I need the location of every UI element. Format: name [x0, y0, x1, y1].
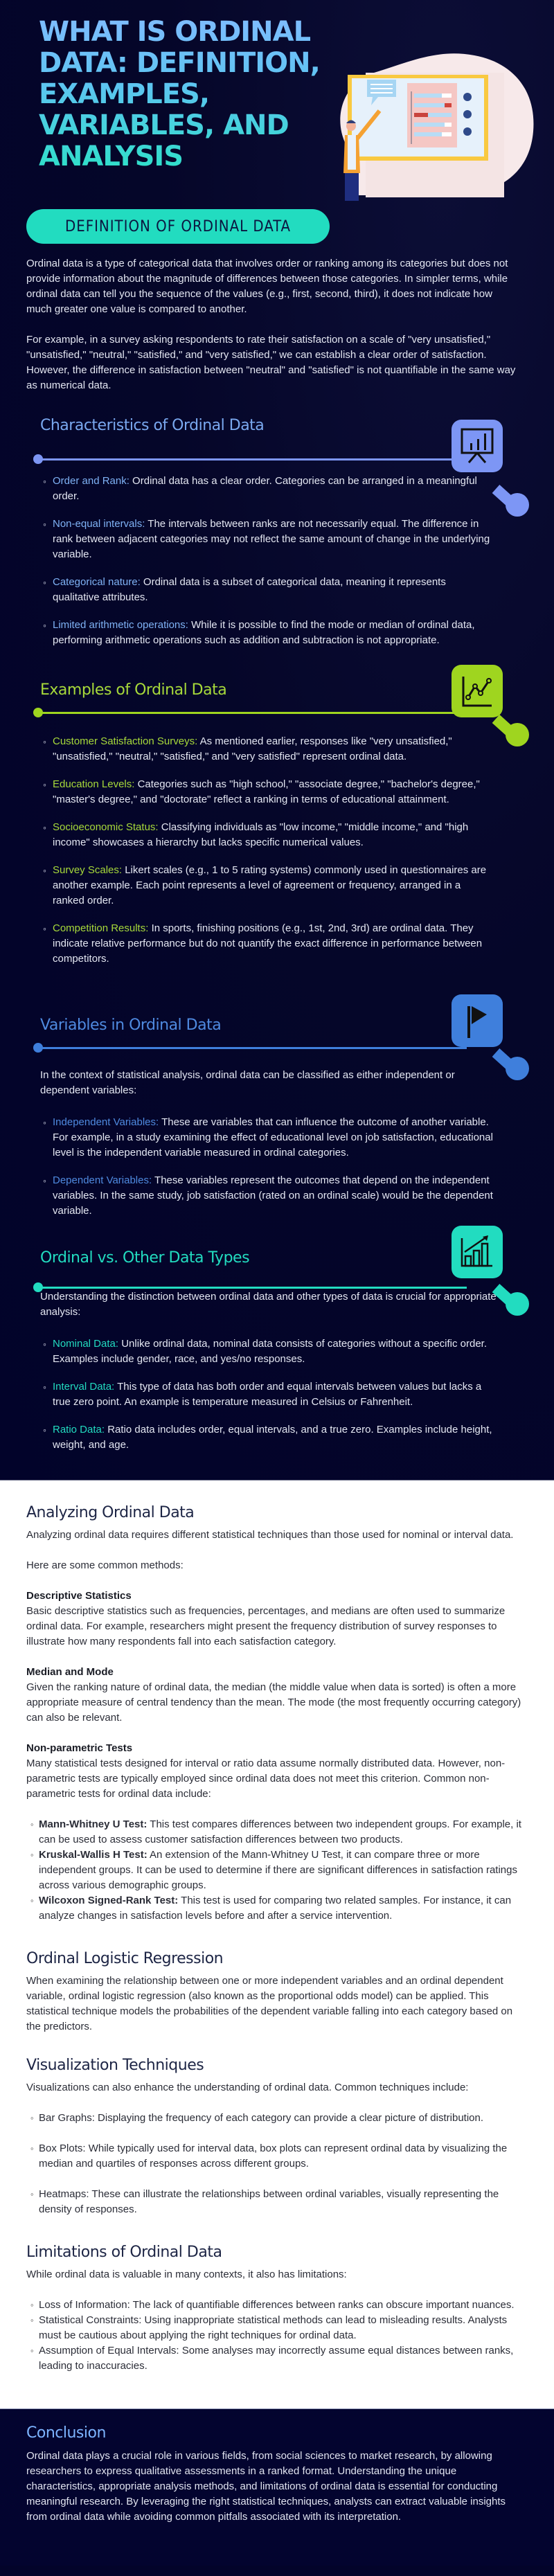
regression-title: Ordinal Logistic Regression	[26, 1950, 224, 1967]
ordinal-vs-other-list	[43, 1336, 493, 1465]
list-item: ◦ Loss of Information: The lack of quantifiable differences between ranks can obscure important nuances.	[26, 2298, 528, 2313]
list-item: ◦ Wilcoxon Signed-Rank Test: This test is used for comparing two related samples. For instance, it can analyze changes in satisfaction levels before and after a service intervention.	[26, 1893, 528, 1924]
ordinal-vs-other-title: Ordinal vs. Other Data Types	[40, 1249, 250, 1267]
nonparametric-title: Non-parametric Tests	[26, 1742, 133, 1754]
characteristics-list	[43, 474, 493, 661]
list-item: ◦ Mann-Whitney U Test: This test compares differences between two independent groups. For example, it can be used to assess customer satisfaction differences between two products.	[26, 1817, 528, 1848]
variables-list	[43, 1115, 493, 1231]
list-item: ◦ Limited arithmetic operations: While it is possible to find the mode or median of ordinal data, performing arithmetic operations such as addition and subtraction is not appropriate.	[43, 618, 493, 648]
nonparametric-text: Many statistical tests designed for interval or ratio data assume normally distributed data. However, non-parametric tests are typically employed since ordinal data does not meet this criterion. Common non-parametric tests for ordinal data include:	[26, 1757, 506, 1800]
list-item: ◦ Heatmaps: These can illustrate the relationships between ordinal variables, visually representing the density of responses.	[26, 2187, 528, 2217]
regression-text: When examining the relationship between one or more independent variables and an ordinal dependent variable, ordinal logistic regression (also known as the proportional odds model) can be applied. This statistical technique models the probabilities of the dependent variable falling into each category based on the predictors.	[26, 1975, 513, 2032]
limitations-title: Limitations of Ordinal Data	[26, 2244, 222, 2261]
list-item: ◦ Socioeconomic Status: Classifying individuals as "low income," "middle income," and "high income" showcases a hierarchy but lacks specific numerical values.	[43, 820, 493, 850]
line-graph-icon	[452, 665, 503, 717]
methods-intro: Here are some common methods:	[26, 1559, 184, 1571]
list-item: ◦ Education Levels: Categories such as "high school," "associate degree," "bachelor's degree," "master's degree," and "doctorate" reflect a ranking in terms of educational attainment.	[43, 777, 493, 807]
median-mode-title: Median and Mode	[26, 1666, 114, 1678]
flag-icon	[452, 994, 503, 1047]
list-item: ◦ Kruskal-Wallis H Test: An extension of the Mann-Whitney U Test, it can compare three or more independent groups. It can be used to determine if there are significant differences in satisfaction ratings across various demographic groups.	[26, 1848, 528, 1893]
list-item: ◦ Survey Scales: Likert scales (e.g., 1 to 5 rating systems) commonly used in questionnaires are another example. Each point represents a level of agreement or frequency, arranged in a ranked order.	[43, 863, 493, 909]
descriptive-statistics-text: Basic descriptive statistics such as frequencies, percentages, and medians are often used to summarize ordinal data. For example, researchers might present the frequency distribution of survey responses to illustrate how many respondents fall into each satisfaction category.	[26, 1605, 506, 1647]
list-item: ◦ Statistical Constraints: Using inappropriate statistical methods can lead to misleading results. Analysts must be cautious about applying the right techniques for ordinal data.	[26, 2313, 528, 2343]
list-item: ◦ Box Plots: While typically used for interval data, box plots can represent ordinal data by visualizing the median and quartiles of responses across different groups.	[26, 2141, 528, 2172]
list-item: ◦ Non-equal intervals: The intervals between ranks are not necessarily equal. The difference in rank between adjacent categories may not reflect the same amount of change in the underlying variable.	[43, 517, 493, 562]
list-item: ◦ Independent Variables: These are variables that can influence the outcome of another variable. For example, in a study examining the effect of educational level on job satisfaction, educational level is the independent variable measured in ordinal categories.	[43, 1115, 493, 1161]
page-title: WHAT IS ORDINAL DATA: DEFINITION, EXAMPLES, VARIABLES, AND ANALYSIS	[39, 17, 337, 172]
variables-title: Variables in Ordinal Data	[40, 1017, 222, 1034]
conclusion-text: Ordinal data plays a crucial role in various fields, from social sciences to market research, by allowing researchers to express qualitative assessments in a ranked format. Understanding the unique characteristics, appropriate analysis methods, and limitations of ordinal data is essential for conducting meaningful research. By leveraging the right statistical techniques, analysts can extract valuable insights from ordinal data while avoiding common pitfalls associated with its interpretation.	[26, 2450, 506, 2523]
descriptive-statistics-title: Descriptive Statistics	[26, 1590, 132, 1602]
article-section	[0, 1480, 554, 2408]
examples-title: Examples of Ordinal Data	[40, 681, 227, 699]
list-item: ◦ Nominal Data: Unlike ordinal data, nominal data consists of categories without a specific order. Examples include gender, race, and yes/no responses.	[43, 1336, 493, 1367]
median-mode-block	[26, 1665, 528, 1726]
list-item: ◦ Categorical nature: Ordinal data is a subset of categorical data, meaning it represents qualitative attributes.	[43, 575, 493, 605]
visualization-list	[26, 2111, 528, 2217]
ordinal-vs-other-intro: Understanding the distinction between ordinal data and other types of data is crucial for appropriate analysis:	[40, 1291, 497, 1318]
intro-paragraph-2: For example, in a survey asking respondents to rate their satisfaction on a scale of "very unsatisfied," "unsatisfied," "neutral," "satisfied," and "very satisfied," we can establish a clear order of satisfaction. However, the difference in satisfaction between "neutral" and "satisfied" is not quantifiable in the same way as numerical data.	[26, 334, 516, 391]
variables-intro: In the context of statistical analysis, ordinal data can be classified as either independent or dependent variables:	[40, 1069, 455, 1096]
list-item: ◦ Customer Satisfaction Surveys: As mentioned earlier, responses like "very unsatisfied," "unsatisfied," "neutral," "satisfied," and "very satisfied" represent ordinal data.	[43, 734, 493, 764]
nonparametric-block	[26, 1741, 528, 1924]
presentation-board-illustration	[325, 42, 547, 201]
list-item: ◦ Bar Graphs: Displaying the frequency of each category can provide a clear picture of distribution.	[26, 2111, 528, 2126]
limitations-intro: While ordinal data is valuable in many contexts, it also has limitations:	[26, 2269, 347, 2280]
visualization-intro: Visualizations can also enhance the understanding of ordinal data. Common techniques include:	[26, 2082, 469, 2093]
intro-paragraph-1: Ordinal data is a type of categorical data that involves order or ranking among its categories but does not provide information about the magnitude of differences between those categories. In simpler terms, while ordinal data can tell you the sequence of the values (e.g., first, second, third), it does not indicate how much greater one value is compared to another.	[26, 258, 508, 315]
analyzing-title: Analyzing Ordinal Data	[26, 1504, 195, 1521]
limitations-list	[26, 2298, 528, 2374]
list-item: ◦ Interval Data: This type of data has both order and equal intervals between values but lacks a true zero point. An example is temperature measured in Celsius or Fahrenheit.	[43, 1379, 493, 1410]
characteristics-title: Characteristics of Ordinal Data	[40, 417, 265, 434]
list-item: ◦ Assumption of Equal Intervals: Some analyses may incorrectly assume equal distances between ranks, leading to inaccuracies.	[26, 2343, 528, 2374]
list-item: ◦ Order and Rank: Ordinal data has a clear order. Categories can be arranged in a meaningful order.	[43, 474, 493, 504]
nonparametric-tests-list	[26, 1817, 528, 1924]
definition-pill	[26, 209, 330, 244]
presentation-chart-icon	[452, 420, 503, 472]
list-item: ◦ Competition Results: In sports, finishing positions (e.g., 1st, 2nd, 3rd) are ordinal data. They indicate relative performance but do not quantify the exact difference in performance between competitors.	[43, 921, 493, 967]
examples-list	[43, 734, 493, 979]
conclusion-section	[0, 2408, 554, 2566]
descriptive-statistics-block	[26, 1589, 528, 1649]
median-mode-text: Given the ranking nature of ordinal data, the median (the middle value when data is sorted) is often a more appropriate measure of central tendency than the mean. The mode (the most frequently occurring category) can also be relevant.	[26, 1681, 521, 1724]
definition-pill-label: DEFINITION OF ORDINAL DATA	[64, 217, 292, 235]
list-item: ◦ Ratio Data: Ratio data includes order, equal intervals, and a true zero. Examples include height, weight, and age.	[43, 1422, 493, 1453]
visualization-title: Visualization Techniques	[26, 2057, 204, 2074]
list-item: ◦ Dependent Variables: These variables represent the outcomes that depend on the independent variables. In the same study, job satisfaction (rated on an ordinal scale) would be the dependent variable.	[43, 1173, 493, 1219]
analyzing-intro: Analyzing ordinal data requires different statistical techniques than those used for nominal or interval data.	[26, 1529, 514, 1541]
conclusion-title: Conclusion	[26, 2424, 106, 2442]
growth-bar-chart-icon	[452, 1226, 503, 1278]
